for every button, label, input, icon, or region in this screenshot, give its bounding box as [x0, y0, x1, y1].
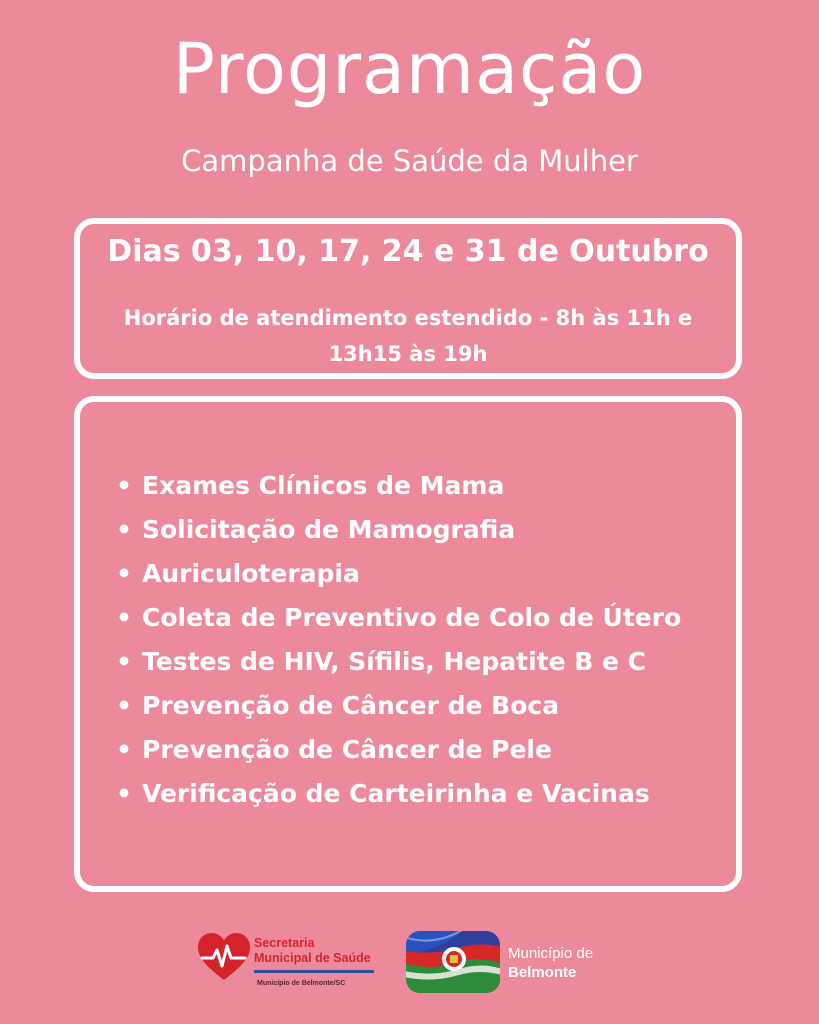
list-item	[116, 640, 681, 684]
service-label: Testes de HIV, Sífilis, Hepatite B e C	[142, 647, 647, 676]
service-label: Prevenção de Câncer de Boca	[142, 691, 560, 720]
secretaria-subtitle: Município de Belmonte/SC	[257, 980, 346, 987]
service-label: Auriculoterapia	[142, 559, 360, 588]
municipio-name	[508, 944, 593, 982]
bullet-icon: •	[116, 691, 132, 720]
municipio-line1: Município de	[508, 945, 594, 962]
service-label: Exames Clínicos de Mama	[142, 471, 505, 500]
bullet-icon: •	[116, 735, 132, 764]
divider	[254, 970, 374, 973]
schedule-hours: Horário de atendimento estendido - 8h às 11h e 13h15 às 19h	[123, 306, 693, 366]
service-label: Solicitação de Mamografia	[142, 515, 516, 544]
belmonte-flag-icon	[404, 929, 502, 995]
list-item	[116, 596, 681, 640]
list-item	[116, 684, 681, 728]
secretaria-line1: Secretaria	[254, 936, 315, 950]
page-title: Programação	[172, 28, 647, 110]
bullet-icon: •	[116, 559, 132, 588]
bullet-icon: •	[116, 471, 132, 500]
bullet-icon: •	[116, 779, 132, 808]
list-item	[116, 728, 681, 772]
municipio-line2: Belmonte	[508, 964, 577, 981]
heart-pulse-icon	[197, 932, 251, 982]
list-item	[116, 508, 681, 552]
secretaria-name	[254, 936, 371, 966]
page-subtitle: Campanha de Saúde da Mulher	[181, 144, 638, 178]
secretaria-line2: Municipal de Saúde	[254, 951, 371, 965]
schedule-dates: Dias 03, 10, 17, 24 e 31 de Outubro	[107, 234, 709, 269]
list-item	[116, 464, 681, 508]
service-label: Verificação de Carteirinha e Vacinas	[142, 779, 650, 808]
services-list	[116, 464, 681, 816]
schedule-box	[74, 218, 742, 379]
bullet-icon: •	[116, 647, 132, 676]
bullet-icon: •	[116, 515, 132, 544]
service-label: Coleta de Preventivo de Colo de Útero	[142, 603, 682, 632]
list-item	[116, 552, 681, 596]
service-label: Prevenção de Câncer de Pele	[142, 735, 552, 764]
services-box	[74, 396, 742, 892]
list-item	[116, 772, 681, 816]
bullet-icon: •	[116, 603, 132, 632]
secretaria-logo	[197, 932, 387, 996]
